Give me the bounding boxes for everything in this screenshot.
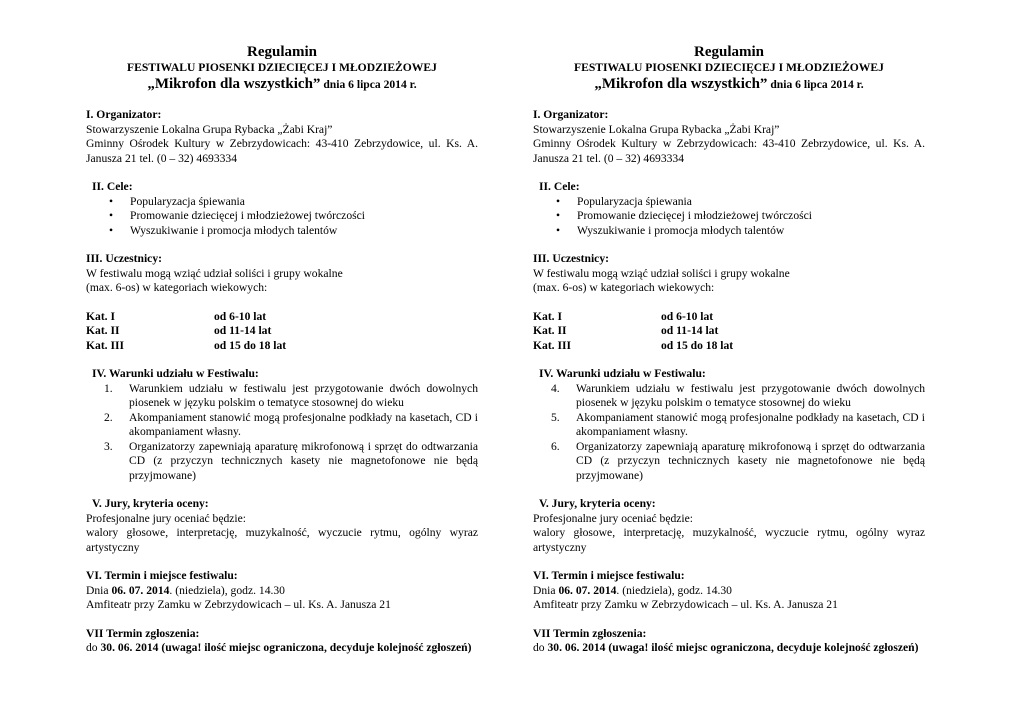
- section-organizer: [533, 108, 925, 166]
- organizer-line: Stowarzyszenie Lokalna Grupa Rybacka „Żabi Kraj”: [86, 122, 333, 136]
- item-number: 1.: [104, 381, 113, 395]
- festival-date-line: [533, 584, 925, 599]
- festival-date: 06. 07. 2014: [558, 583, 617, 597]
- motto-date: dnia 6 lipca 2014 r.: [320, 78, 417, 91]
- participants-line: W festiwalu mogą wziąć udział soliści i grupy wokalne: [533, 266, 790, 280]
- regulations-column-right: [533, 44, 925, 656]
- condition-item: [104, 440, 478, 484]
- registration-deadline: 30. 06. 2014 (uwaga! ilość miejsc ograniczona, decyduje kolejność zgłoszeń): [100, 641, 472, 654]
- condition-item: [551, 440, 925, 484]
- doc-title: Regulamin: [693, 44, 764, 60]
- section-heading: III. Uczestnicy:: [86, 252, 162, 265]
- date-suffix: . (niedziela), godz. 14.30: [616, 583, 732, 597]
- section-heading: IV. Warunki udziału w Festiwalu:: [92, 367, 259, 380]
- item-number: 3.: [104, 439, 113, 453]
- item-text: Warunkiem udziału w festiwalu jest przygotowanie dwóch dowolnych piosenek w języku polskim o tematyce stosownej do wieku: [129, 381, 478, 409]
- category-range: od 11-14 lat: [661, 324, 719, 337]
- goal-item: • Popularyzacja śpiewania: [109, 195, 478, 210]
- condition-item: [104, 411, 478, 440]
- organizer-address: Gminny Ośrodek Kultury w Zebrzydowicach: 43-410 Zebrzydowice, ul. Ks. A. Janusza 21 tel. (0 – 32) 4693334: [86, 137, 478, 165]
- category-row: [533, 310, 925, 325]
- registration-prefix: do: [533, 641, 548, 654]
- jury-criteria: walory głosowe, interpretację, muzykalność, wyczucie rytmu, ogólny wyraz artystyczny: [533, 526, 925, 554]
- regulations-column-left: [86, 44, 478, 656]
- section-conditions: [86, 367, 478, 483]
- registration-line: [533, 641, 925, 656]
- category-name: Kat. I: [86, 309, 115, 323]
- festival-motto: [533, 75, 925, 94]
- item-number: 2.: [104, 410, 113, 424]
- item-number: 5.: [551, 410, 560, 424]
- doc-subtitle: FESTIWALU PIOSENKI DZIECIĘCEJ I MŁODZIEŻOWEJ: [127, 61, 437, 74]
- section-heading: VII Termin zgłoszenia:: [86, 626, 200, 640]
- date-prefix: Dnia: [533, 583, 559, 597]
- section-heading: I. Organizator:: [86, 108, 162, 121]
- section-heading: II. Cele:: [92, 180, 133, 193]
- festival-place: Amfiteatr przy Zamku w Zebrzydowicach – ul. Ks. A. Janusza 21: [86, 598, 391, 611]
- participants-line: (max. 6-os) w kategoriach wiekowych:: [86, 281, 268, 294]
- category-range: od 6-10 lat: [661, 309, 714, 323]
- category-name: Kat. I: [533, 309, 562, 323]
- registration-prefix: do: [86, 641, 101, 654]
- organizer-address: Gminny Ośrodek Kultury w Zebrzydowicach: 43-410 Zebrzydowice, ul. Ks. A. Janusza 21 tel. (0 – 32) 4693334: [533, 137, 925, 165]
- registration-line: [86, 641, 478, 656]
- section-conditions: [533, 367, 925, 483]
- item-number: 6.: [551, 439, 560, 453]
- section-heading: VI. Termin i miejsce festiwalu:: [533, 569, 685, 582]
- category-row: [86, 324, 478, 339]
- jury-line: Profesjonalne jury oceniać będzie:: [86, 511, 246, 525]
- section-participants: [86, 252, 478, 296]
- condition-item: [104, 382, 478, 411]
- goal-item: • Wyszukiwanie i promocja młodych talentów: [109, 224, 478, 239]
- section-heading: III. Uczestnicy:: [533, 252, 609, 265]
- item-text: Akompaniament stanowić mogą profesjonalne podkłady na kasetach, CD i akompaniament własny.: [129, 410, 478, 438]
- jury-criteria: walory głosowe, interpretację, muzykalność, wyczucie rytmu, ogólny wyraz artystyczny: [86, 526, 478, 554]
- goal-item: • Popularyzacja śpiewania: [556, 195, 925, 210]
- section-heading: VII Termin zgłoszenia:: [533, 626, 647, 640]
- goal-item: • Wyszukiwanie i promocja młodych talentów: [556, 224, 925, 239]
- motto-main: „Mikrofon dla wszystkich”: [147, 76, 321, 92]
- age-categories: [86, 310, 478, 354]
- category-range: od 11-14 lat: [214, 324, 272, 337]
- motto-main: „Mikrofon dla wszystkich”: [594, 76, 768, 92]
- item-text: Warunkiem udziału w festiwalu jest przygotowanie dwóch dowolnych piosenek w języku polskim o tematyce stosownej do wieku: [576, 381, 925, 409]
- category-range: od 6-10 lat: [214, 309, 267, 323]
- item-text: Organizatorzy zapewniają aparaturę mikrofonową i sprzęt do odtwarzania CD (z przyczyn technicznych kasety nie magnetofonowe nie będą przyjmowane): [576, 439, 925, 482]
- doc-subtitle: FESTIWALU PIOSENKI DZIECIĘCEJ I MŁODZIEŻOWEJ: [574, 61, 884, 74]
- section-goals: [533, 180, 925, 238]
- festival-date-line: [86, 584, 478, 599]
- section-heading: V. Jury, kryteria oceny:: [92, 497, 209, 510]
- category-name: Kat. III: [533, 338, 572, 352]
- section-participants: [533, 252, 925, 296]
- category-row: [533, 339, 925, 354]
- motto-date: dnia 6 lipca 2014 r.: [767, 78, 864, 91]
- category-row: [533, 324, 925, 339]
- date-suffix: . (niedziela), godz. 14.30: [169, 583, 285, 597]
- date-prefix: Dnia: [86, 583, 112, 597]
- section-registration: [86, 627, 478, 656]
- goals-list: [533, 195, 925, 239]
- category-range: od 15 do 18 lat: [661, 338, 734, 352]
- item-text: Organizatorzy zapewniają aparaturę mikrofonową i sprzęt do odtwarzania CD (z przyczyn technicznych kasety nie magnetofonowe nie będą przyjmowane): [129, 439, 478, 482]
- organizer-line: Stowarzyszenie Lokalna Grupa Rybacka „Żabi Kraj”: [533, 122, 780, 136]
- section-heading: V. Jury, kryteria oceny:: [539, 497, 656, 510]
- registration-deadline: 30. 06. 2014 (uwaga! ilość miejsc ograniczona, decyduje kolejność zgłoszeń): [547, 641, 919, 654]
- jury-line: Profesjonalne jury oceniać będzie:: [533, 511, 693, 525]
- item-text: Akompaniament stanowić mogą profesjonalne podkłady na kasetach, CD i akompaniament własny.: [576, 410, 925, 438]
- doc-title: Regulamin: [246, 44, 317, 60]
- section-heading: II. Cele:: [539, 180, 580, 193]
- goal-item: • Promowanie dziecięcej i młodzieżowej twórczości: [109, 209, 478, 224]
- condition-item: [551, 382, 925, 411]
- participants-line: (max. 6-os) w kategoriach wiekowych:: [533, 281, 715, 294]
- section-date-place: [86, 569, 478, 613]
- category-name: Kat. II: [533, 324, 567, 337]
- section-organizer: [86, 108, 478, 166]
- section-heading: IV. Warunki udziału w Festiwalu:: [539, 367, 706, 380]
- conditions-list: [533, 382, 925, 484]
- item-number: 4.: [551, 381, 560, 395]
- category-row: [86, 310, 478, 325]
- section-heading: I. Organizator:: [533, 108, 609, 121]
- section-date-place: [533, 569, 925, 613]
- category-name: Kat. II: [86, 324, 120, 337]
- festival-motto: [86, 75, 478, 94]
- age-categories: [533, 310, 925, 354]
- conditions-list: [86, 382, 478, 484]
- category-row: [86, 339, 478, 354]
- category-range: od 15 do 18 lat: [214, 338, 287, 352]
- section-jury: [86, 497, 478, 555]
- section-registration: [533, 627, 925, 656]
- goal-item: • Promowanie dziecięcej i młodzieżowej twórczości: [556, 209, 925, 224]
- festival-date: 06. 07. 2014: [111, 583, 170, 597]
- goals-list: [86, 195, 478, 239]
- condition-item: [551, 411, 925, 440]
- section-jury: [533, 497, 925, 555]
- festival-place: Amfiteatr przy Zamku w Zebrzydowicach – ul. Ks. A. Janusza 21: [533, 598, 838, 611]
- category-name: Kat. III: [86, 338, 125, 352]
- section-goals: [86, 180, 478, 238]
- participants-line: W festiwalu mogą wziąć udział soliści i grupy wokalne: [86, 266, 343, 280]
- section-heading: VI. Termin i miejsce festiwalu:: [86, 569, 238, 582]
